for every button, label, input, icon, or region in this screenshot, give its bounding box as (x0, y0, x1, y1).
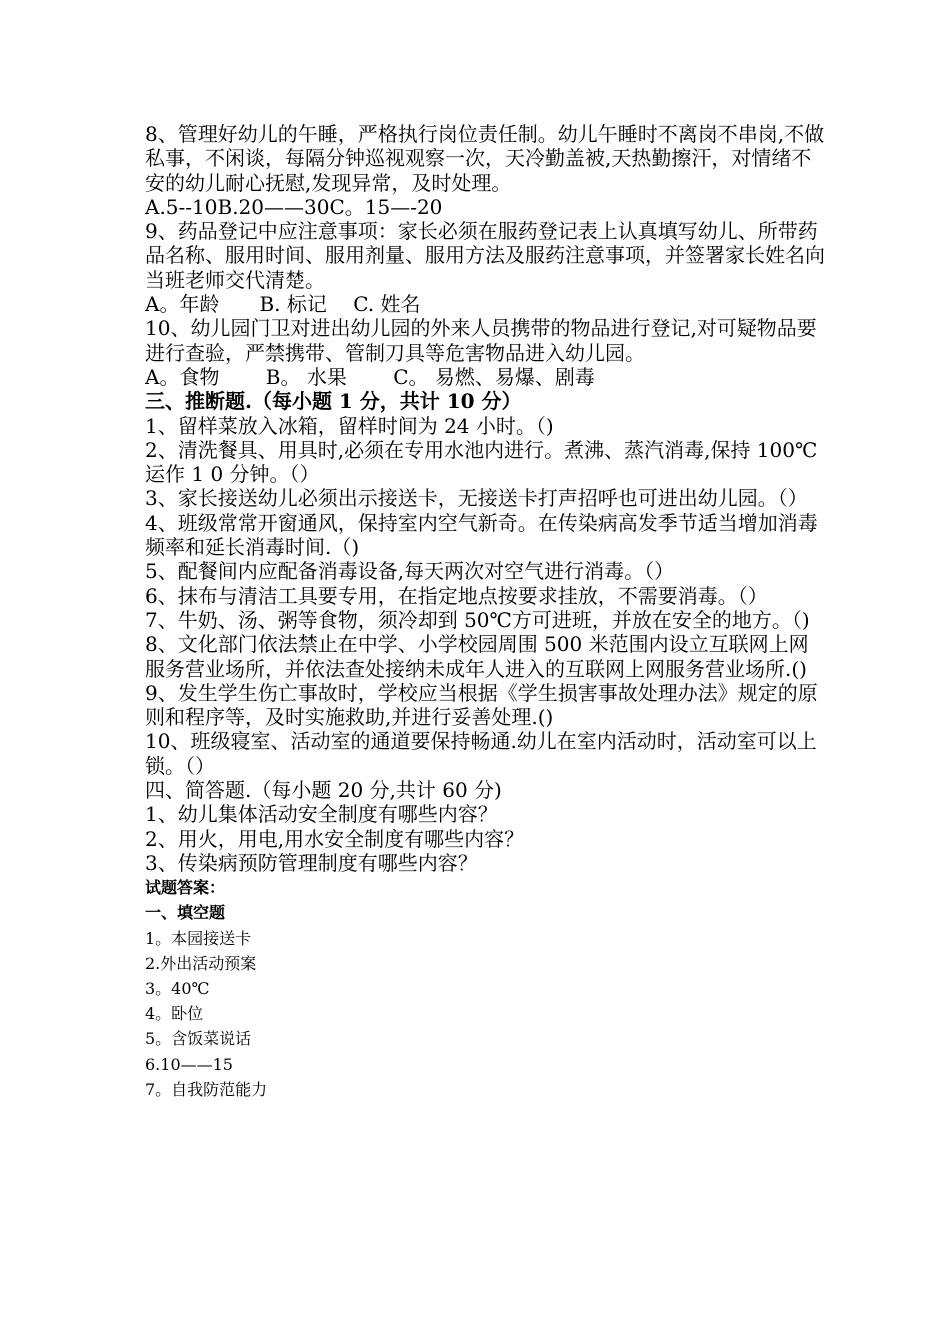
judgement-item-10: 10、班级寝室、活动室的通道要保持畅通.幼儿在室内活动时，活动室可以上锁。（） (145, 729, 817, 778)
judgement-item-1: 1、留样菜放入冰箱，留样时间为 24 小时。（) (145, 413, 554, 438)
question-8: 8、管理好幼儿的午睡，严格执行岗位责任制。幼儿午睡时不离岗不串岗,不做私事，不闲谈，每隔分钟巡视观察一次，天冷勤盖被,天热勤擦汗，对情绪不安的幼儿耐心抚慰,发现异常，及时处理。 (145, 122, 825, 195)
answer-item-2: 2.外出活动预案 (145, 953, 257, 973)
question-9: 9、药品登记中应注意事项：家长必须在服药登记表上认真填写幼儿、所带药品名称、服用时间、服用剂量、服用方法及服药注意事项，并签署家长姓名向当班老师交代清楚。 (145, 219, 825, 292)
judgement-item-3: 3、家长接送幼儿必须出示接送卡，无接送卡打声招呼也可进出幼儿园。（） (145, 486, 808, 511)
short-answer-item-1: 1、幼儿集体活动安全制度有哪些内容？ (145, 802, 498, 827)
answer-item-4: 4。卧位 (145, 1004, 204, 1024)
answer-item-3: 3。40℃ (145, 979, 210, 999)
answer-item-1: 1。本园接送卡 (145, 928, 252, 948)
answer-item-7: 7。自我防范能力 (145, 1079, 268, 1099)
judgement-item-6: 6、抹布与清洁工具要专用，在指定地点按要求挂放，不需要消毒。（） (145, 583, 768, 608)
judgement-item-9: 9、发生学生伤亡事故时，学校应当根据《学生损害事故处理办法》规定的原则和程序等，及时实施救助,并进行妥善处理.() (145, 680, 818, 730)
answer-item-6: 6.10——15 (145, 1054, 233, 1074)
question-10-options: A。食物 B。 水果 C。 易燃、易爆、剧毒 (145, 364, 595, 389)
document-page (145, 122, 825, 1102)
answers-title: 试题答案： (145, 878, 226, 898)
judgement-item-2: 2、清洗餐具、用具时,必须在专用水池内进行。煮沸、蒸汽消毒,保持 100℃运作 1 0 分钟。（） (145, 437, 818, 487)
answers-section-1-title: 一、填空题 (145, 903, 226, 923)
short-answer-item-3: 3、传染病预防管理制度有哪些内容？ (145, 850, 478, 875)
judgement-item-8: 8、文化部门依法禁止在中学、小学校园周围 500 米范围内设立互联网上网服务营业场所，并依法查处接纳未成年人进入的互联网上网服务营业场所.() (145, 632, 809, 681)
section-3-title: 三、推断题.（每小题 1 分，共计 10 分） (145, 389, 522, 414)
section-4-title: 四、简答题.（每小题 20 分,共计 60 分) (145, 778, 502, 803)
short-answer-item-2: 2、用火，用电,用水安全制度有哪些内容？ (145, 826, 525, 851)
question-9-options: A。年龄 B. 标记 C. 姓名 (145, 292, 421, 317)
question-10: 10、幼儿园门卫对进出幼儿园的外来人员携带的物品进行登记,对可疑物品要进行查验，严禁携带、管制刀具等危害物品进入幼儿园。 (145, 316, 817, 365)
judgement-item-7: 7、牛奶、汤、粥等食物，须冷却到 50℃方可进班，并放在安全的地方。（) (145, 607, 810, 632)
judgement-item-5: 5、配餐间内应配备消毒设备,每天两次对空气进行消毒。（） (145, 559, 675, 584)
question-8-options: A.5--10B.20——30C。15—-20 (145, 194, 443, 219)
answer-item-5: 5。含饭菜说话 (145, 1029, 252, 1049)
judgement-item-4: 4、班级常常开窗通风，保持室内空气新奇。在传染病高发季节适当增加消毒频率和延长消毒时间.（) (145, 510, 818, 560)
